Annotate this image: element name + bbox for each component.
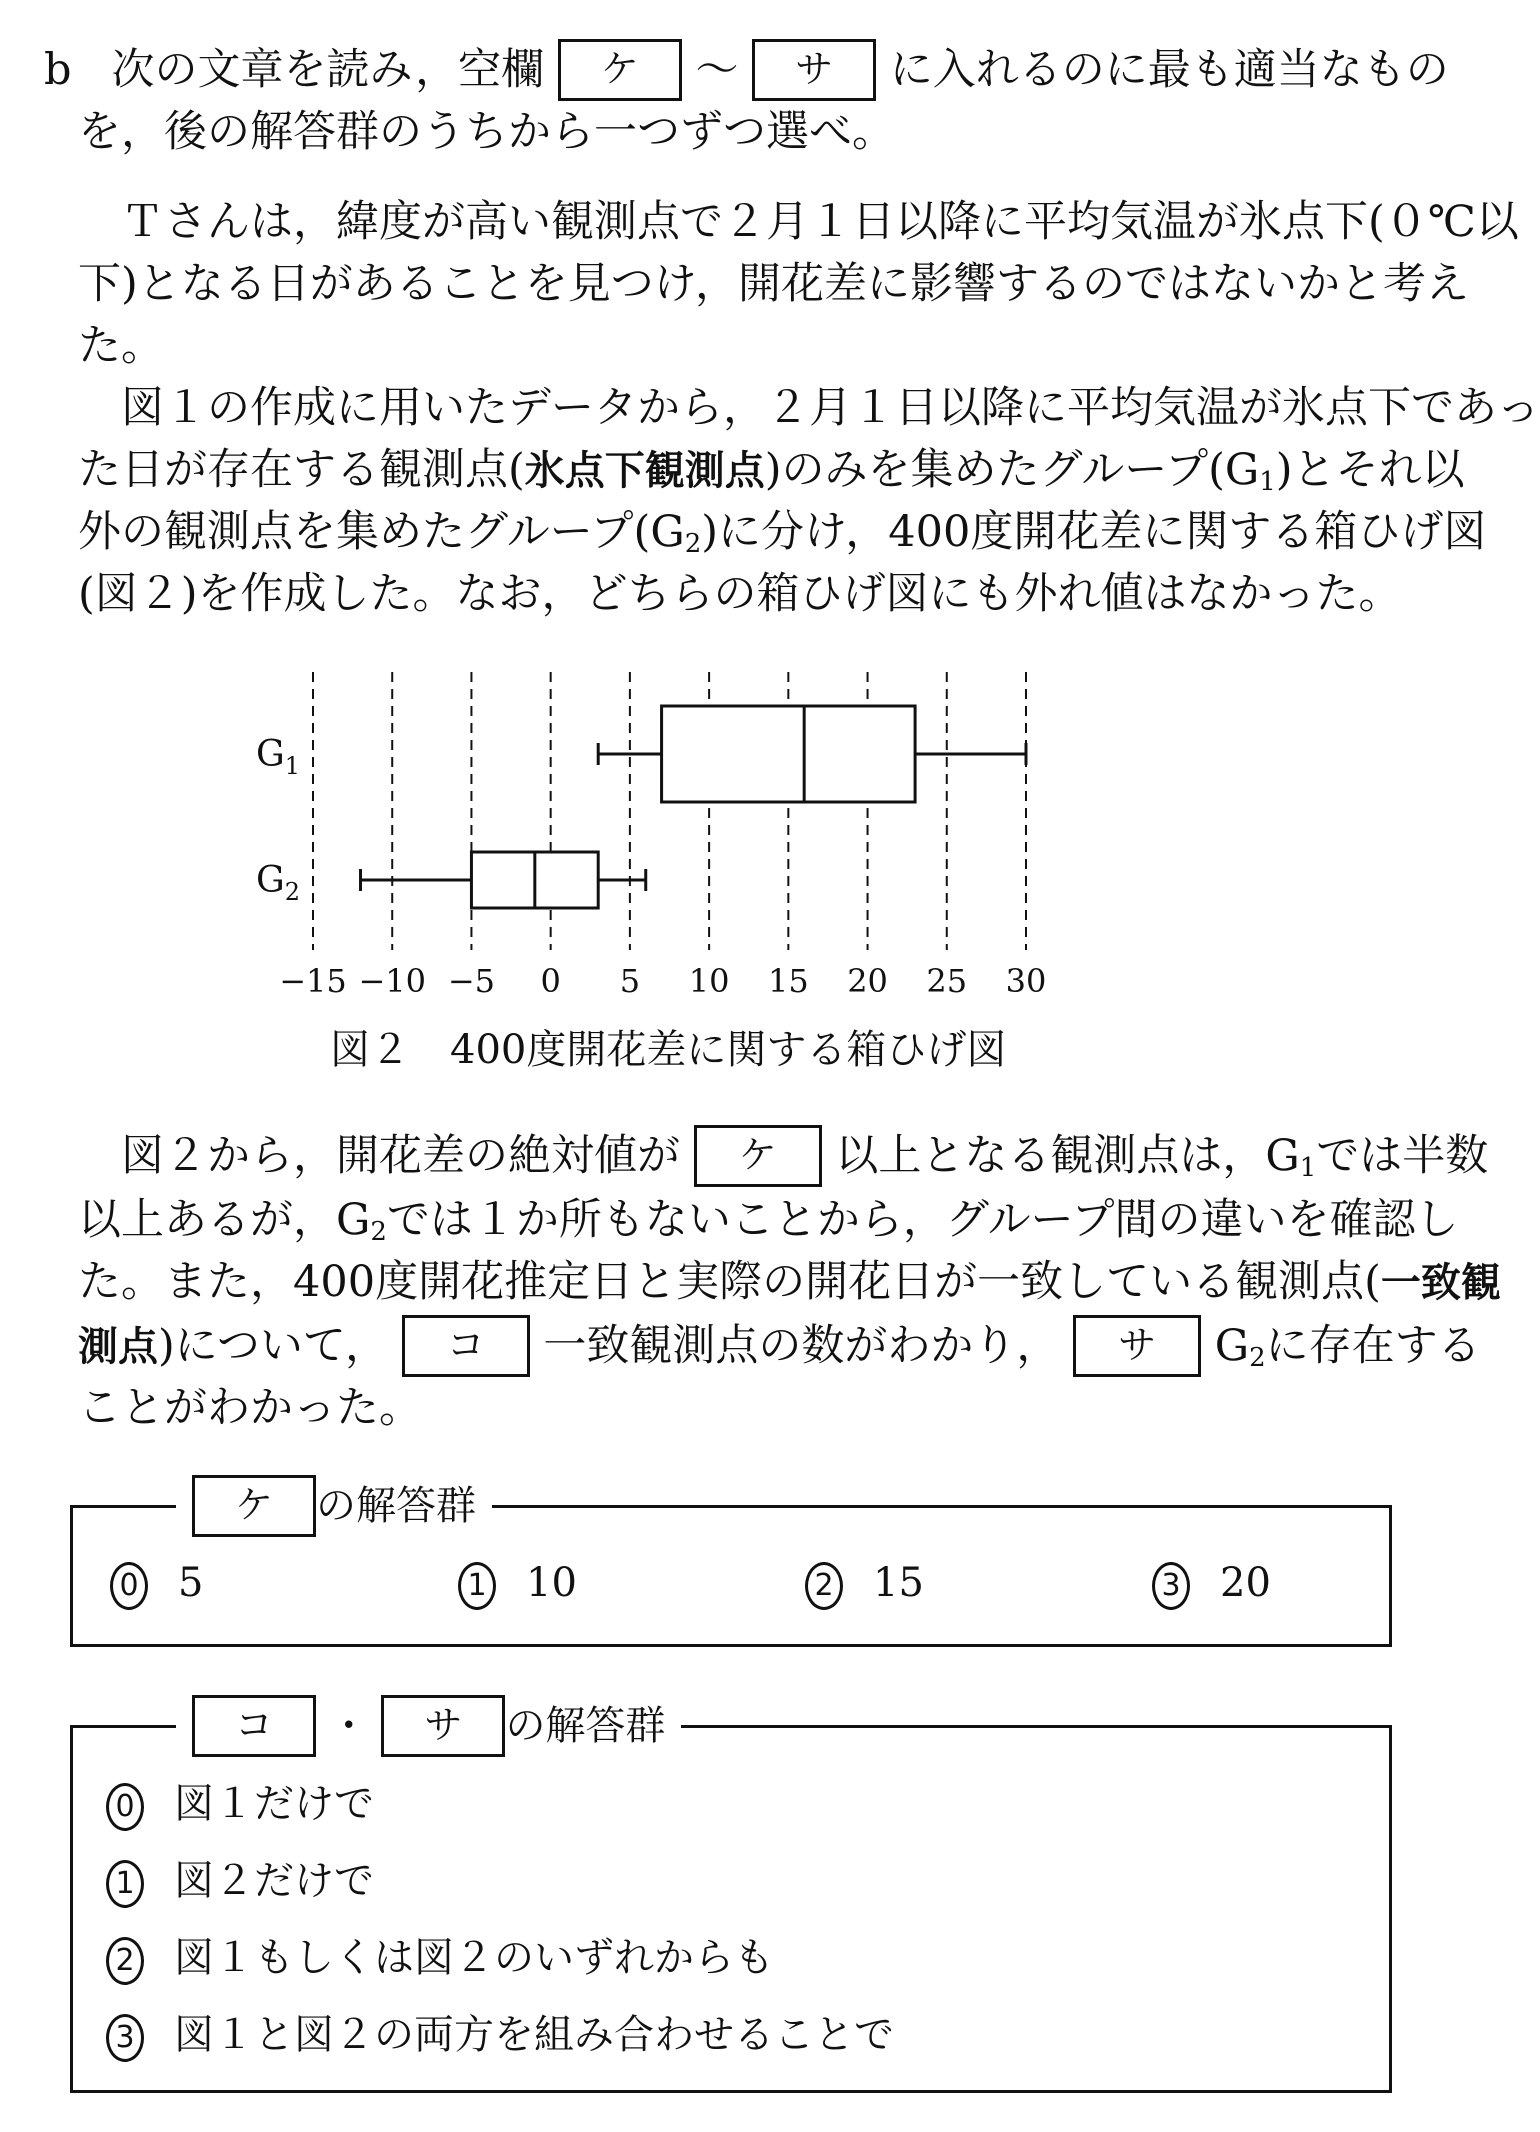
figure-caption: 図２ 400度開花差に関する箱ひげ図 xyxy=(330,1027,1007,1073)
answer-group-kosa-title: コ ・ サ の解答群 xyxy=(176,1696,681,1760)
answer-kosa-option-3[interactable]: 3 図１と図２の両方を組み合わせることで xyxy=(106,2009,894,2062)
para3-line4: 測点)について， コ 一致観測点の数がわかり， サ $G_2$に存在する xyxy=(78,1318,1481,1386)
blank-sa-inline: サ xyxy=(1073,1315,1201,1377)
answer-kosa-option-0[interactable]: 0 図１だけで xyxy=(106,1778,374,1831)
category-label-G2: $G_2$ xyxy=(256,860,301,906)
circled-number-0: 0 xyxy=(106,1783,144,1831)
x-tick-label: 20 xyxy=(847,962,888,1000)
circled-number-2: 2 xyxy=(805,1562,843,1610)
para2-line1: 図１の作成に用いたデータから，２月１日以降に平均気温が氷点下であっ xyxy=(121,383,1540,433)
question-intro-line2: を，後の解答群のうちから一つずつ選べ。 xyxy=(78,107,895,157)
para2-line4: (図２)を作成した。なお，どちらの箱ひげ図にも外れ値はなかった。 xyxy=(78,569,1402,619)
answer-ke-option-1[interactable]: 1 10 xyxy=(458,1557,577,1610)
x-tick-label: 5 xyxy=(619,962,641,1000)
x-tick-label: 30 xyxy=(1005,962,1047,1000)
circled-number-2: 2 xyxy=(106,1937,144,1985)
para1-line1: Ｔさんは，緯度が高い観測点で２月１日以降に平均気温が氷点下(０℃以 xyxy=(121,197,1519,247)
x-tick-label: 25 xyxy=(926,962,968,1000)
x-tick-label: 15 xyxy=(767,962,809,1000)
answer-ke-option-3[interactable]: 3 20 xyxy=(1152,1557,1271,1610)
circled-number-1: 1 xyxy=(458,1562,496,1610)
blank-ke-inline: ケ xyxy=(694,1125,822,1187)
answer-kosa-option-2[interactable]: 2 図１もしくは図２のいずれからも xyxy=(106,1932,774,1985)
blank-ko-inline: コ xyxy=(402,1315,530,1377)
term-frost-station: 氷点下観測点 xyxy=(524,448,765,494)
circled-number-3: 3 xyxy=(1152,1562,1190,1610)
para1-line2: 下)となる日があることを見つけ，開花差に影響するのではないかと考え xyxy=(78,259,1470,309)
x-tick-label: 10 xyxy=(688,962,730,1000)
para2-line2: た日が存在する観測点(氷点下観測点)のみを集めたグループ$(G_1)$とそれ以 xyxy=(78,445,1465,497)
x-tick-label: −5 xyxy=(447,962,496,1000)
x-tick-label: −10 xyxy=(358,962,426,1000)
para3-line3: た。また，400度開花推定日と実際の開花日が一致している観測点(一致観 xyxy=(78,1257,1501,1307)
answer-group-ke-title: ケ の解答群 xyxy=(176,1476,492,1540)
para3-line1: 図２から，開花差の絶対値が ケ 以上となる観測点は，$G_1$では半数 xyxy=(78,1128,1488,1196)
circled-number-0: 0 xyxy=(110,1562,148,1610)
category-label-G1: $G_1$ xyxy=(256,734,301,780)
blank-sa: サ xyxy=(752,39,876,101)
para1-line3: た。 xyxy=(78,321,164,371)
boxplot-figure xyxy=(0,0,1422,1010)
answer-kosa-option-1[interactable]: 1 図２だけで xyxy=(106,1855,374,1908)
para2-line3: 外の観測点を集めたグループ$(G_2)$に分け，400度開花差に関する箱ひげ図 xyxy=(78,507,1487,559)
para3-line2: 以上あるが，$G_2$では１か所もないことから，グループ間の違いを確認し xyxy=(78,1195,1459,1247)
question-label: b xyxy=(44,45,72,95)
circled-number-1: 1 xyxy=(106,1860,144,1908)
blank-ke: ケ xyxy=(558,39,682,101)
box-G1 xyxy=(662,706,916,802)
answer-ke-option-0[interactable]: 0 5 xyxy=(110,1557,203,1610)
circled-number-3: 3 xyxy=(106,2014,144,2062)
answer-ke-option-2[interactable]: 2 15 xyxy=(805,1557,924,1610)
para3-line5: ことがわかった。 xyxy=(78,1383,422,1433)
question-intro-line1: b 次の文章を読み，空欄 ケ ～ サ に入れるのに最も適当なもの xyxy=(44,42,1449,104)
x-tick-label: 0 xyxy=(540,962,561,1000)
x-tick-label: −15 xyxy=(279,962,347,1000)
